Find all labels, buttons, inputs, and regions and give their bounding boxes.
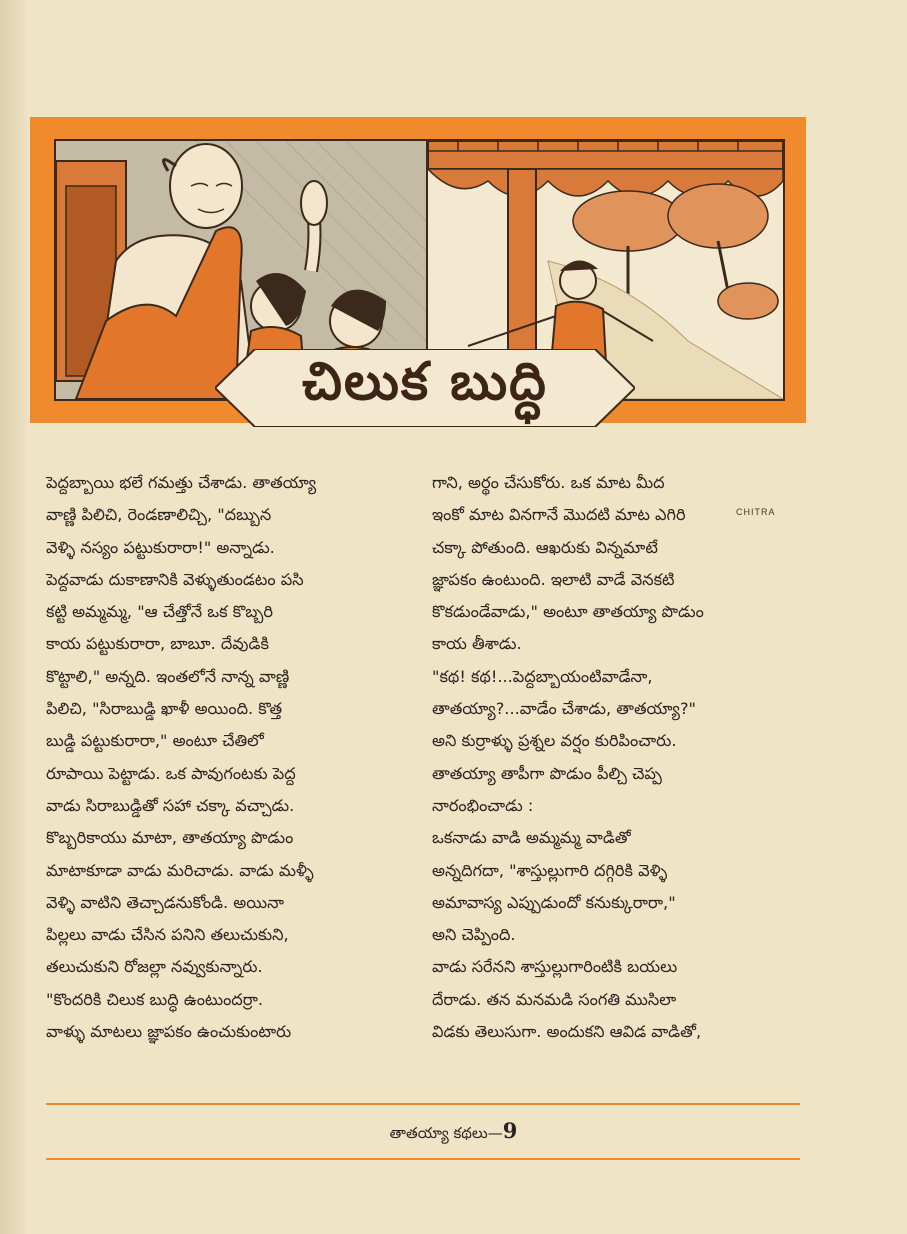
text-line: "కొందరికి చిలుక బుద్ధి ఉంటుందర్రా. — [46, 989, 264, 1009]
footer-dash: — — [487, 1124, 503, 1142]
text-line: పిల్లలు వాడు చేసిన పనిని తలుచుకుని, — [46, 925, 289, 945]
text-line: వాణ్ణి పిలిచి, రెండణాలిచ్చి, "దబ్బున — [46, 505, 272, 525]
text-line: వాడు సరేనని శాస్తుల్లుగారింటికి బయలు — [432, 957, 678, 977]
text-line: కట్టి అమ్మమ్మ, "ఆ చేత్తోనే ఒక కొబ్బరి — [46, 602, 273, 622]
text-line: జ్ఞాపకం ఉంటుంది. ఇలాటి వాడే వెనకటి — [432, 569, 675, 589]
page-edge-shadow — [0, 0, 30, 1234]
page-footer — [0, 1118, 907, 1146]
text-line: వెళ్ళి వాటిని తెచ్చాడనుకోండి. అయినా — [46, 892, 284, 912]
text-line: "కథ! కథ!...పెద్దబ్బాయంటివాడేనా, — [432, 666, 653, 686]
text-line: కాయ తీశాడు. — [432, 634, 522, 654]
artist-signature: CHITRA — [736, 507, 776, 517]
text-line: కొట్టాలి," అన్నది. ఇంతలోనే నాన్న వాణ్ణి — [46, 666, 290, 686]
footer-label: తాతయ్యా కథలు — [389, 1124, 488, 1142]
text-line: చక్కా పోతుంది. ఆఖరుకు విన్నమాటే — [432, 537, 658, 557]
page-number: 9 — [502, 1118, 518, 1143]
text-line: ఒకనాడు వాడి అమ్మమ్మ వాడితో — [432, 828, 631, 848]
footer-rule-bottom — [46, 1158, 800, 1160]
text-line: మాటాకూడా వాడు మరిచాడు. వాడు మళ్ళీ — [46, 860, 314, 880]
text-line: పిలిచి, "సిరాబుడ్డి ఖాళీ అయింది. కొత్త — [46, 699, 283, 719]
text-line: కొబ్బరికాయు మాటా, తాతయ్యా పొడుం — [46, 828, 294, 848]
text-line: వాళ్ళు మాటలు జ్ఞాపకం ఉంచుకుంటారు — [46, 1022, 292, 1042]
title-plate — [215, 349, 635, 427]
text-line: బుడ్డి పట్టుకురారా," అంటూ చేతిలో — [46, 731, 264, 751]
text-line: విడకు తెలుసుగా. అందుకని ఆవిడ వాడితో, — [432, 1022, 702, 1042]
text-line: కొకడుండేవాడు," అంటూ తాతయ్యా పొడుం — [432, 602, 704, 622]
text-line: గాని, అర్థం చేసుకోరు. ఒక మాట మీద — [432, 473, 665, 492]
text-line: రూపాయి పెట్టాడు. ఒక పావుగంటకు పెద్ద — [46, 763, 296, 783]
text-line: పెద్దవాడు దుకాణానికి వెళ్ళుతుండటం పసి — [46, 569, 304, 589]
text-line: వాడు సిరాబుడ్డితో సహా చక్కా వచ్చాడు. — [46, 795, 295, 815]
text-line: తాతయ్యా?...వాడేం చేశాడు, తాతయ్యా?" — [432, 699, 696, 719]
text-line: అని కుర్రాళ్ళు ప్రశ్నల వర్షం కురిపించారు. — [432, 731, 677, 751]
text-line: పెద్దబ్బాయి భలే గమత్తు చేశాడు. తాతయ్యా — [46, 473, 317, 492]
text-line: వెళ్ళి నస్యం పట్టుకురారా!" అన్నాడు. — [46, 537, 275, 557]
text-line: నారంభించాడు : — [432, 795, 534, 815]
text-line: అమావాస్య ఎప్పుడుందో కనుక్కురారా," — [432, 892, 676, 912]
text-column-left — [46, 467, 421, 1048]
text-line: అని చెప్పింది. — [432, 925, 516, 945]
text-line: తలుచుకుని రోజల్లా నవ్వుకున్నారు. — [46, 957, 263, 977]
text-column-right — [432, 467, 807, 1048]
text-line: ఇంకో మాట వినగానే మొదటి మాట ఎగిరి — [432, 505, 686, 525]
text-line: తాతయ్యా తాపీగా పొడుం పీల్చి చెప్ప — [432, 763, 662, 783]
text-line: కాయ పట్టుకురారా, బాబూ. దేవుడికి — [46, 634, 269, 654]
page-title: చిలుక బుద్ధి — [302, 351, 548, 412]
text-line: దేరాడు. తన మనమడి సంగతి ముసిలా — [432, 989, 677, 1009]
footer-rule-top — [46, 1103, 800, 1105]
text-line: అన్నదిగదా, "శాస్తుల్లుగారి దగ్గిరికి వెళ్ళి — [432, 860, 668, 880]
